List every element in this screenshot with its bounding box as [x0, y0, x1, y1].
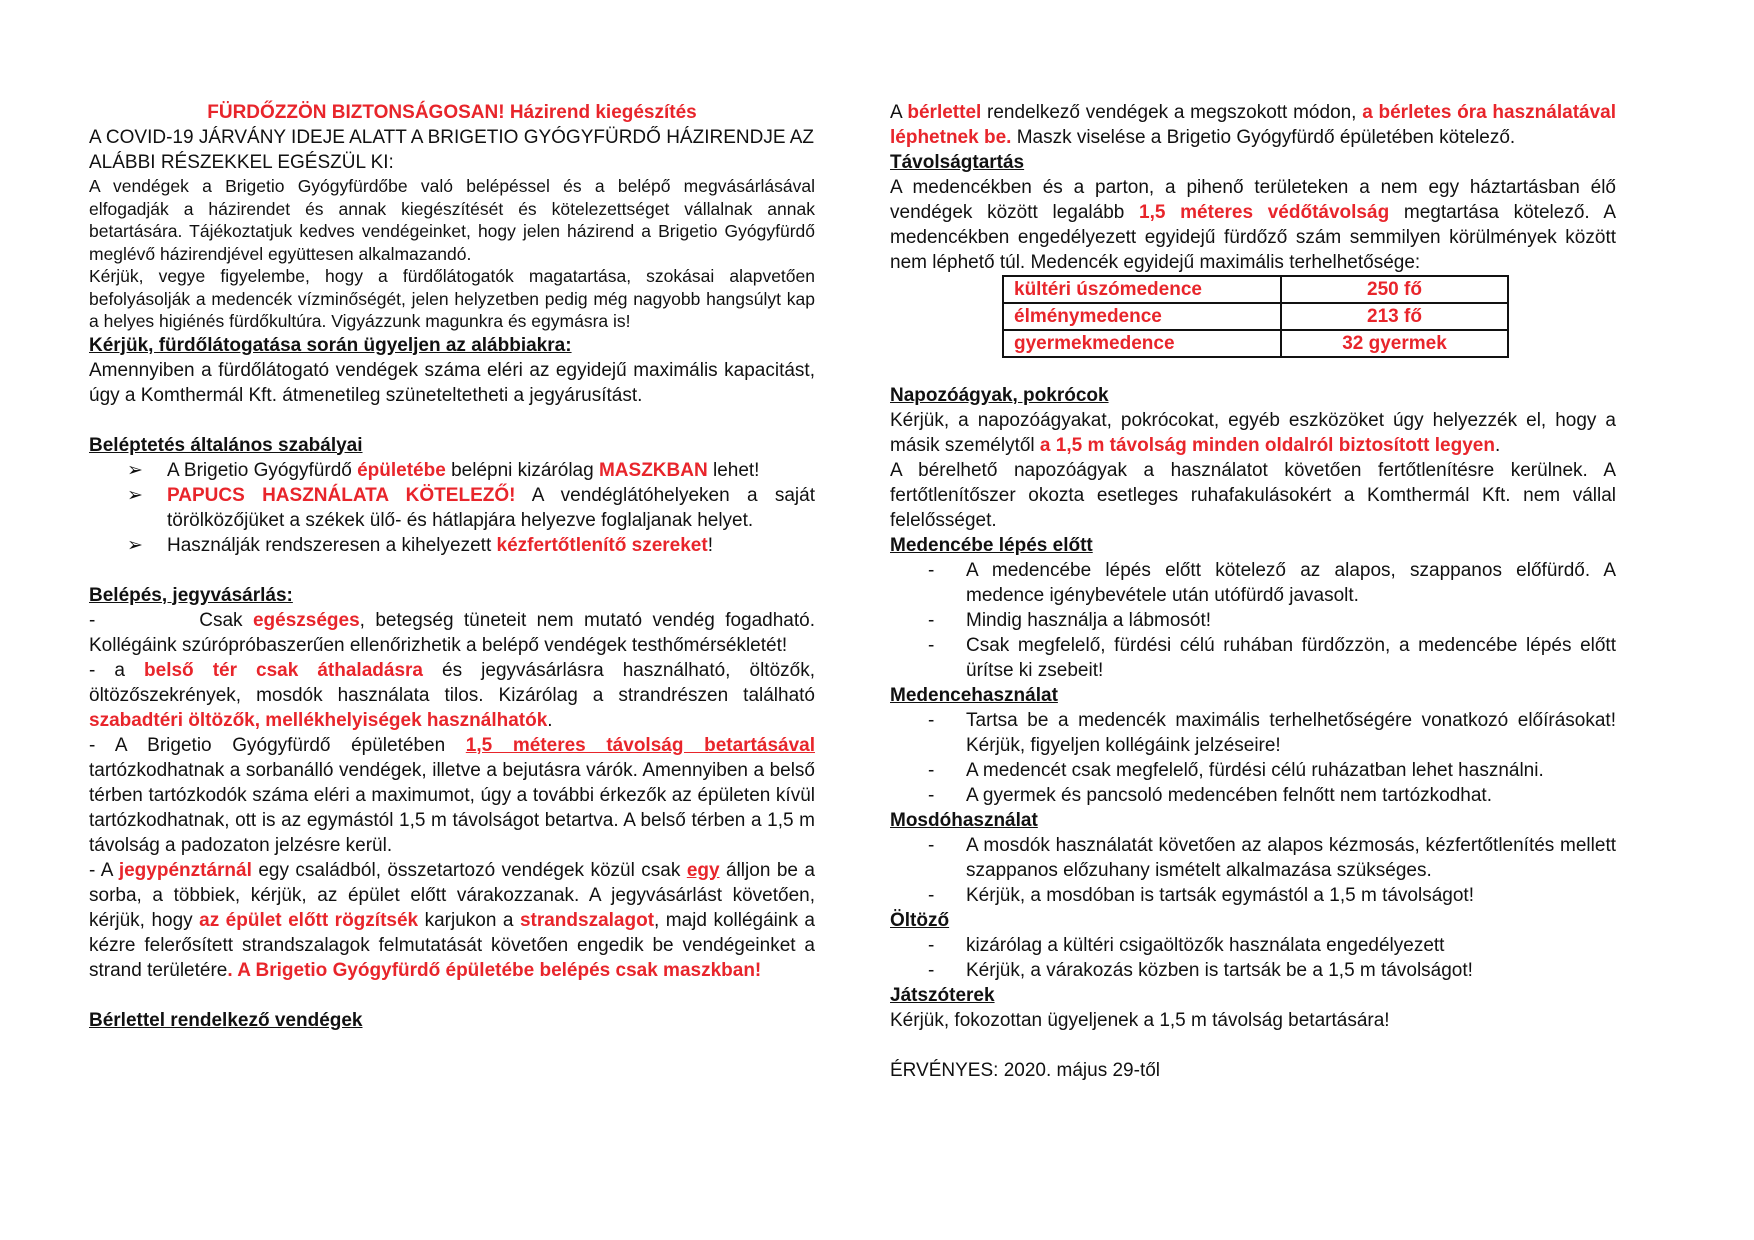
- list-item: - A medencébe lépés előtt kötelező az alapos, szappanos előfürdő. A medence igénybevétele után utófürdő javasolt.: [928, 558, 1616, 608]
- intro-paragraph: A vendégek a Brigetio Gyógyfürdőbe való belépéssel és a belépő megvásárlásával elfogadják a házirendet és annak kiegészítését és kötelezettséget vállalnak annak betartására. Tájékoztatjuk kedves vendégeinket, hogy jelen házirend a Brigetio Gyógyfürdő meglévő házirendjével együttesen alkalmazandó.: [89, 176, 815, 264]
- ticket-item-interior: - a belső tér csak áthaladásra és jegyvásárlásra használható, öltözők, öltözőszekrények, mosdók használata tilos. Kizárólag a strandrészen található szabadtéri öltözők, mellékhelyiségek használhatók.: [89, 659, 815, 731]
- valid-from-text: ÉRVÉNYES: 2020. május 29-től: [890, 1060, 1161, 1081]
- pool-use-list: [890, 708, 1616, 808]
- capacity-paragraph: Amennyiben a fürdőlátogató vendégek száma eléri az egyidejű maximális kapacitást, úgy a Komthermál Kft. átmenetileg szüneteltetheti a jegyárusítást.: [89, 359, 815, 406]
- table-row: [1003, 303, 1508, 330]
- changing-list: [890, 933, 1616, 983]
- page-title: FÜRDŐZZÖN BIZTONSÁGOSAN! Házirend kiegészítés: [207, 102, 697, 123]
- distance-paragraph: A medencékben és a parton, a pihenő területeken a nem egy háztartásban élő vendégek között legalább 1,5 méteres védőtávolság megtartása kötelező. A medencékben engedélyezett egyidejű fürdőző szám semmilyen körülmények között nem léphető túl. Medencék egyidejű maximális terhelhetősége:: [890, 177, 1616, 273]
- before-pool-list: [890, 558, 1616, 683]
- intro-heading: A COVID-19 JÁRVÁNY IDEJE ALATT A BRIGETIO GYÓGYFÜRDŐ HÁZIRENDJE AZ ALÁBBI RÉSZEKKEL EGÉSZÜL KI:: [89, 127, 814, 173]
- washroom-list: [890, 833, 1616, 908]
- pool-capacity-cell: 32 gyermek: [1281, 330, 1508, 357]
- pool-capacity-cell: 250 fő: [1281, 276, 1508, 303]
- ticket-item-health: - Csak egészséges, betegség tüneteit nem mutató vendég fogadható. Kollégáink szúrópróbaszerűen ellenőrizhetik a belépő vendégek testhőmérsékletét!: [89, 609, 821, 656]
- list-item: ➢ A Brigetio Gyógyfürdő épületébe belépni kizárólag MASZKBAN lehet!: [127, 458, 815, 483]
- washroom-heading: Mosdóhasználat: [890, 810, 1038, 831]
- list-item: - Csak megfelelő, fürdési célú ruhában fürdőzzön, a medencébe lépés előtt ürítse ki zsebeit!: [928, 633, 1616, 683]
- ticket-item-cashier: - A jegypénztárnál egy családból, összetartozó vendégek közül csak egy álljon be a sorba, a többiek, kérjük, az épület előtt várakozzanak. A jegyvásárlást követően, kérjük, hogy az épület előtt rögzítsék karjukon a strandszalagot, majd kollégáink a kézre felerősített strandszalagok felmutatását követően engedik be vendégeinket a strand területére. A Brigetio Gyógyfürdő épületébe belépés csak maszkban!: [89, 859, 815, 981]
- hygiene-paragraph: Kérjük, vegye figyelembe, hogy a fürdőlátogatók magatartása, szokásai alapvetően befolyásolják a medencék vízminőségét, jelen helyzetben pedig még nagyobb hangsúlyt kap a helyes higiénés fürdőkultúra. Vigyázzunk magunkra és egymásra is!: [89, 266, 815, 331]
- list-item: ➢ Használják rendszeresen a kihelyezett kézfertőtlenítő szereket!: [127, 533, 815, 558]
- pass-heading: Bérlettel rendelkező vendégek: [89, 1009, 363, 1031]
- playground-heading: Játszóterek: [890, 985, 995, 1006]
- entry-rules-heading: Beléptetés általános szabályai: [89, 434, 363, 456]
- list-item: - Tartsa be a medencék maximális terhelhetőségére vonatkozó előírásokat! Kérjük, figyeljen kollégáink jelzéseire!: [928, 708, 1616, 758]
- pool-name-cell: élménymedence: [1003, 303, 1281, 330]
- capacity-table: [1002, 275, 1509, 358]
- playground-paragraph: Kérjük, fokozottan ügyeljenek a 1,5 m távolság betartására!: [890, 1010, 1390, 1031]
- list-item: - A mosdók használatát követően az alapos kézmosás, kézfertőtlenítés mellett szappanos előzuhany ismételt alkalmazása szükséges.: [928, 833, 1616, 883]
- loungers-heading: Napozóágyak, pokrócok: [890, 385, 1109, 406]
- loungers-paragraph: Kérjük, a napozóágyakat, pokrócokat, egyéb eszközöket úgy helyezzék el, hogy a másik személytől a 1,5 m távolság minden oldalról biztosított legyen.: [890, 410, 1616, 456]
- loungers-disinfection-paragraph: A bérelhető napozóágyak a használatot követően fertőtlenítésre kerülnek. A fertőtlenítőszer okozta esetleges ruhafakulásokért a Komthermál Kft. nem vállal felelősséget.: [890, 460, 1616, 531]
- list-item: - kizárólag a kültéri csigaöltözők használata engedélyezett: [928, 933, 1616, 958]
- table-row: [1003, 330, 1508, 357]
- list-item: ➢ PAPUCS HASZNÁLATA KÖTELEZŐ! A vendéglátóhelyeken a saját törölközőjüket a székek ülő- és hátlapjára helyezve foglaljanak helyet.: [127, 483, 815, 533]
- list-item: - A gyermek és pancsoló medencében felnőtt nem tartózkodhat.: [928, 783, 1616, 808]
- attention-heading: Kérjük, fürdőlátogatása során ügyeljen az alábbiakra:: [89, 334, 572, 356]
- pool-name-cell: gyermekmedence: [1003, 330, 1281, 357]
- pool-name-cell: kültéri úszómedence: [1003, 276, 1281, 303]
- list-item: - Mindig használja a lábmosót!: [928, 608, 1616, 633]
- pass-paragraph: A bérlettel rendelkező vendégek a megszokott módon, a bérletes óra használatával léphetnek be. Maszk viselése a Brigetio Gyógyfürdő épületében kötelező.: [890, 102, 1616, 148]
- list-item: - Kérjük, a mosdóban is tartsák egymástól a 1,5 m távolságot!: [928, 883, 1616, 908]
- list-item: - A medencét csak megfelelő, fürdési célú ruházatban lehet használni.: [928, 758, 1616, 783]
- distance-heading: Távolságtartás: [890, 152, 1025, 173]
- changing-heading: Öltöző: [890, 910, 950, 931]
- pool-use-heading: Medencehasználat: [890, 685, 1058, 706]
- ticket-item-distance: - A Brigetio Gyógyfürdő épületében 1,5 méteres távolság betartásával tartózkodhatnak a sorbanálló vendégek, illetve a bejutásra várók. Amennyiben a belső térben tartózkodók száma eléri a maximumot, úgy a további érkezők az épületen kívül tartózkodhatnak, ott is az egymástól 1,5 m távolságot betartva. A belső térben a 1,5 m távolság a padozaton jelzésre kerül.: [89, 734, 815, 856]
- before-pool-heading: Medencébe lépés előtt: [890, 535, 1093, 556]
- left-column: [89, 100, 821, 1033]
- entry-rules-list: [89, 458, 815, 558]
- ticket-heading: Belépés, jegyvásárlás:: [89, 584, 293, 606]
- list-item: - Kérjük, a várakozás közben is tartsák be a 1,5 m távolságot!: [928, 958, 1616, 983]
- table-row: [1003, 276, 1508, 303]
- pool-capacity-cell: 213 fő: [1281, 303, 1508, 330]
- right-column: [890, 100, 1616, 1083]
